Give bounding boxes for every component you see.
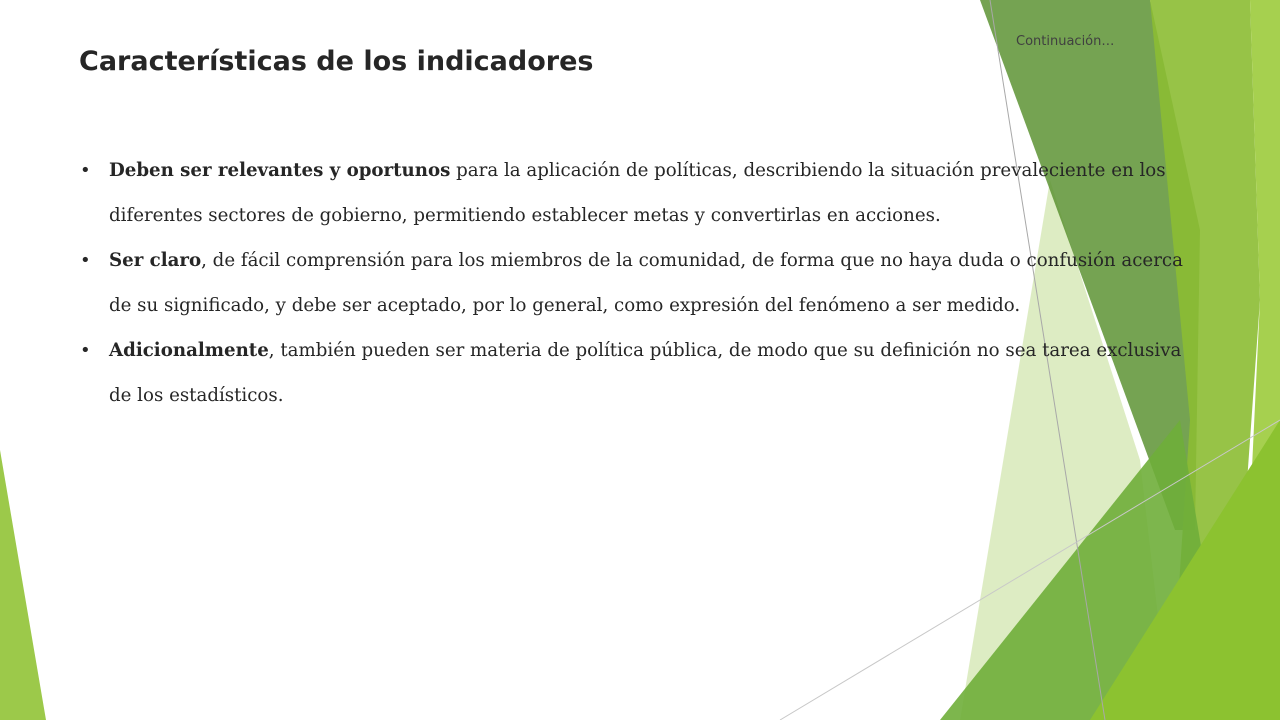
bullet-bold-lead: Ser claro (109, 250, 202, 271)
bullet-text: , también pueden ser materia de política pública, de modo que su definición no sea tarea exclusiva de los estadísticos. (109, 340, 1182, 406)
left-green-wedge (0, 450, 46, 720)
bullet-marker: • (80, 340, 91, 361)
bullet-item (80, 328, 1190, 418)
bullet-list (80, 148, 1190, 418)
bullet-marker: • (80, 250, 91, 271)
bullet-item (80, 148, 1190, 238)
bullet-text: , de fácil comprensión para los miembros de la comunidad, de forma que no haya duda o confusión acerca de su significado, y debe ser aceptado, por lo general, como expresión del fenómeno a ser medido. (109, 250, 1183, 316)
bullet-marker: • (80, 160, 91, 181)
slide-title: Características de los indicadores (79, 46, 594, 77)
bullet-bold-lead: Adicionalmente (109, 340, 269, 361)
continuation-label: Continuación… (1016, 34, 1115, 49)
bullet-bold-lead: Deben ser relevantes y oportunos (109, 160, 451, 181)
bullet-text: para la aplicación de políticas, describiendo la situación prevaleciente en los diferentes sectores de gobierno, permitiendo establecer metas y convertirlas en acciones. (109, 160, 1166, 226)
bullet-item (80, 238, 1190, 328)
